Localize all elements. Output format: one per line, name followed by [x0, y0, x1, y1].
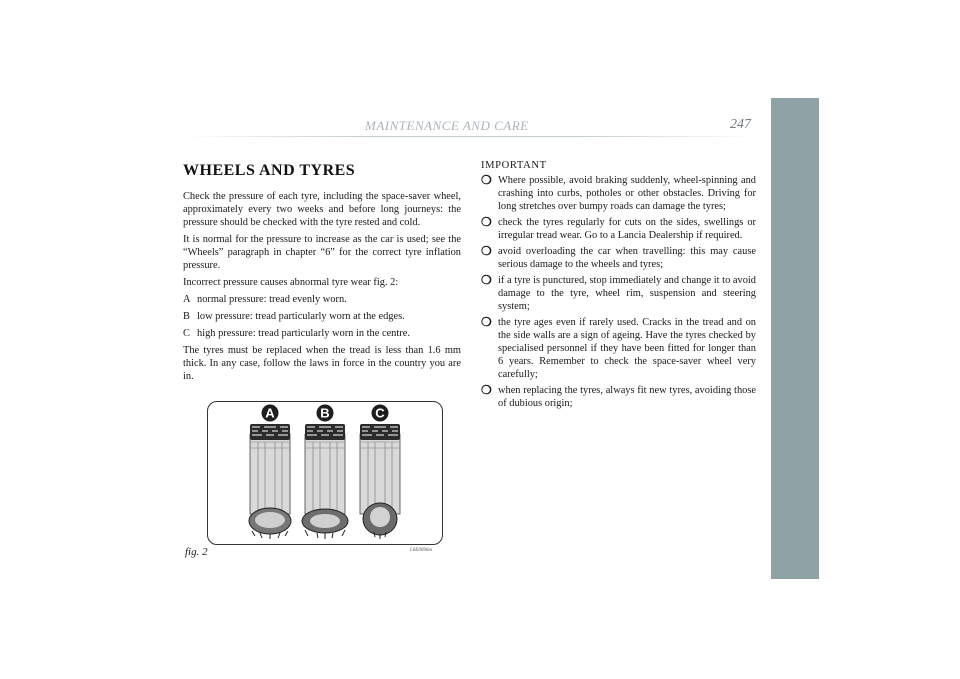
bullet-item: [481, 245, 756, 271]
wear-list-text: normal pressure: tread evenly worn.: [197, 294, 347, 305]
wear-list-text: low pressure: tread particularly worn at the edges.: [197, 311, 405, 322]
bullet-text: if a tyre is punctured, stop immediately and change it to avoid damage to the tyre, wheel rim, suspension and steering system;: [498, 275, 756, 312]
bullet-circle-icon: ❍: [481, 215, 492, 229]
wear-list-item-b: [183, 310, 461, 323]
wear-list-letter: C: [183, 328, 190, 339]
wear-list-letter: B: [183, 311, 190, 322]
figure-caption: fig. 2: [185, 546, 208, 558]
important-heading: IMPORTANT: [481, 160, 547, 171]
bullet-item: [481, 274, 756, 313]
figure-label-b: [317, 405, 334, 422]
bullet-circle-icon: ❍: [481, 273, 492, 287]
figure-code: L0E0096m: [410, 548, 432, 553]
bullet-text: Where possible, avoid braking suddenly, wheel-spinning and crashing into curbs, potholes or other obstacles. Driving for long stretches over bumpy roads can damage the tyres;: [498, 175, 756, 212]
paragraph-pressure-increase: It is normal for the pressure to increase as the car is used; see the “Wheels” paragraph in chapter “6” for the correct tyre inflation pressure.: [183, 234, 461, 271]
bullet-text: check the tyres regularly for cuts on the sides, swellings or irregular tread wear. Go to a Lancia Dealership if required.: [498, 217, 756, 241]
paragraph-incorrect-pressure: Incorrect pressure causes abnormal tyre wear fig. 2:: [183, 277, 399, 288]
paragraph-pressure-check: Check the pressure of each tyre, including the space-saver wheel, approximately every two weeks and before long journeys: the pressure should be checked with the tyre rested and cold.: [183, 191, 461, 228]
tyre-wear-illustration: [208, 402, 442, 544]
figure-label-c: [372, 405, 389, 422]
figure-label-a-text: A: [265, 405, 275, 421]
tyre-wear-figure: [207, 401, 443, 545]
running-header-title: MAINTENANCE AND CARE: [365, 118, 529, 133]
wear-list-text: high pressure: tread particularly worn in the centre.: [197, 328, 410, 339]
bullet-text: when replacing the tyres, always fit new tyres, avoiding those of dubious origin;: [498, 385, 756, 409]
right-column: [481, 160, 756, 413]
chapter-side-tab: [771, 98, 819, 579]
bullet-circle-icon: ❍: [481, 315, 492, 329]
bullet-circle-icon: ❍: [481, 173, 492, 187]
figure-label-a: [262, 405, 279, 422]
page-number: 247: [730, 117, 751, 132]
figure-label-b-text: B: [320, 405, 330, 421]
paragraph-tread-depth: The tyres must be replaced when the tread is less than 1.6 mm thick. In any case, follow the laws in force in the country you are in.: [183, 345, 461, 382]
header-divider: [183, 136, 758, 137]
bullet-text: avoid overloading the car when travelling: this may cause serious damage to the wheels and tyres;: [498, 246, 756, 270]
wear-list-item-c: [183, 327, 461, 340]
wear-list-letter: A: [183, 294, 191, 305]
bullet-item: [481, 216, 756, 242]
bullet-text: the tyre ages even if rarely used. Cracks in the tread and on the side walls are a sign of ageing. Have the tyres checked by specialised personnel if they have been fitted for longer than 6 years. Remember to check the space-saver wheel very carefully;: [498, 317, 756, 380]
bullet-item: [481, 316, 756, 381]
bullet-item: [481, 174, 756, 213]
bullet-circle-icon: ❍: [481, 244, 492, 258]
section-title: WHEELS AND TYRES: [183, 162, 356, 179]
wear-list-item-a: [183, 293, 461, 306]
left-column: [183, 160, 461, 387]
bullet-circle-icon: ❍: [481, 383, 492, 397]
figure-label-c-text: C: [375, 405, 385, 421]
bullet-item: [481, 384, 756, 410]
